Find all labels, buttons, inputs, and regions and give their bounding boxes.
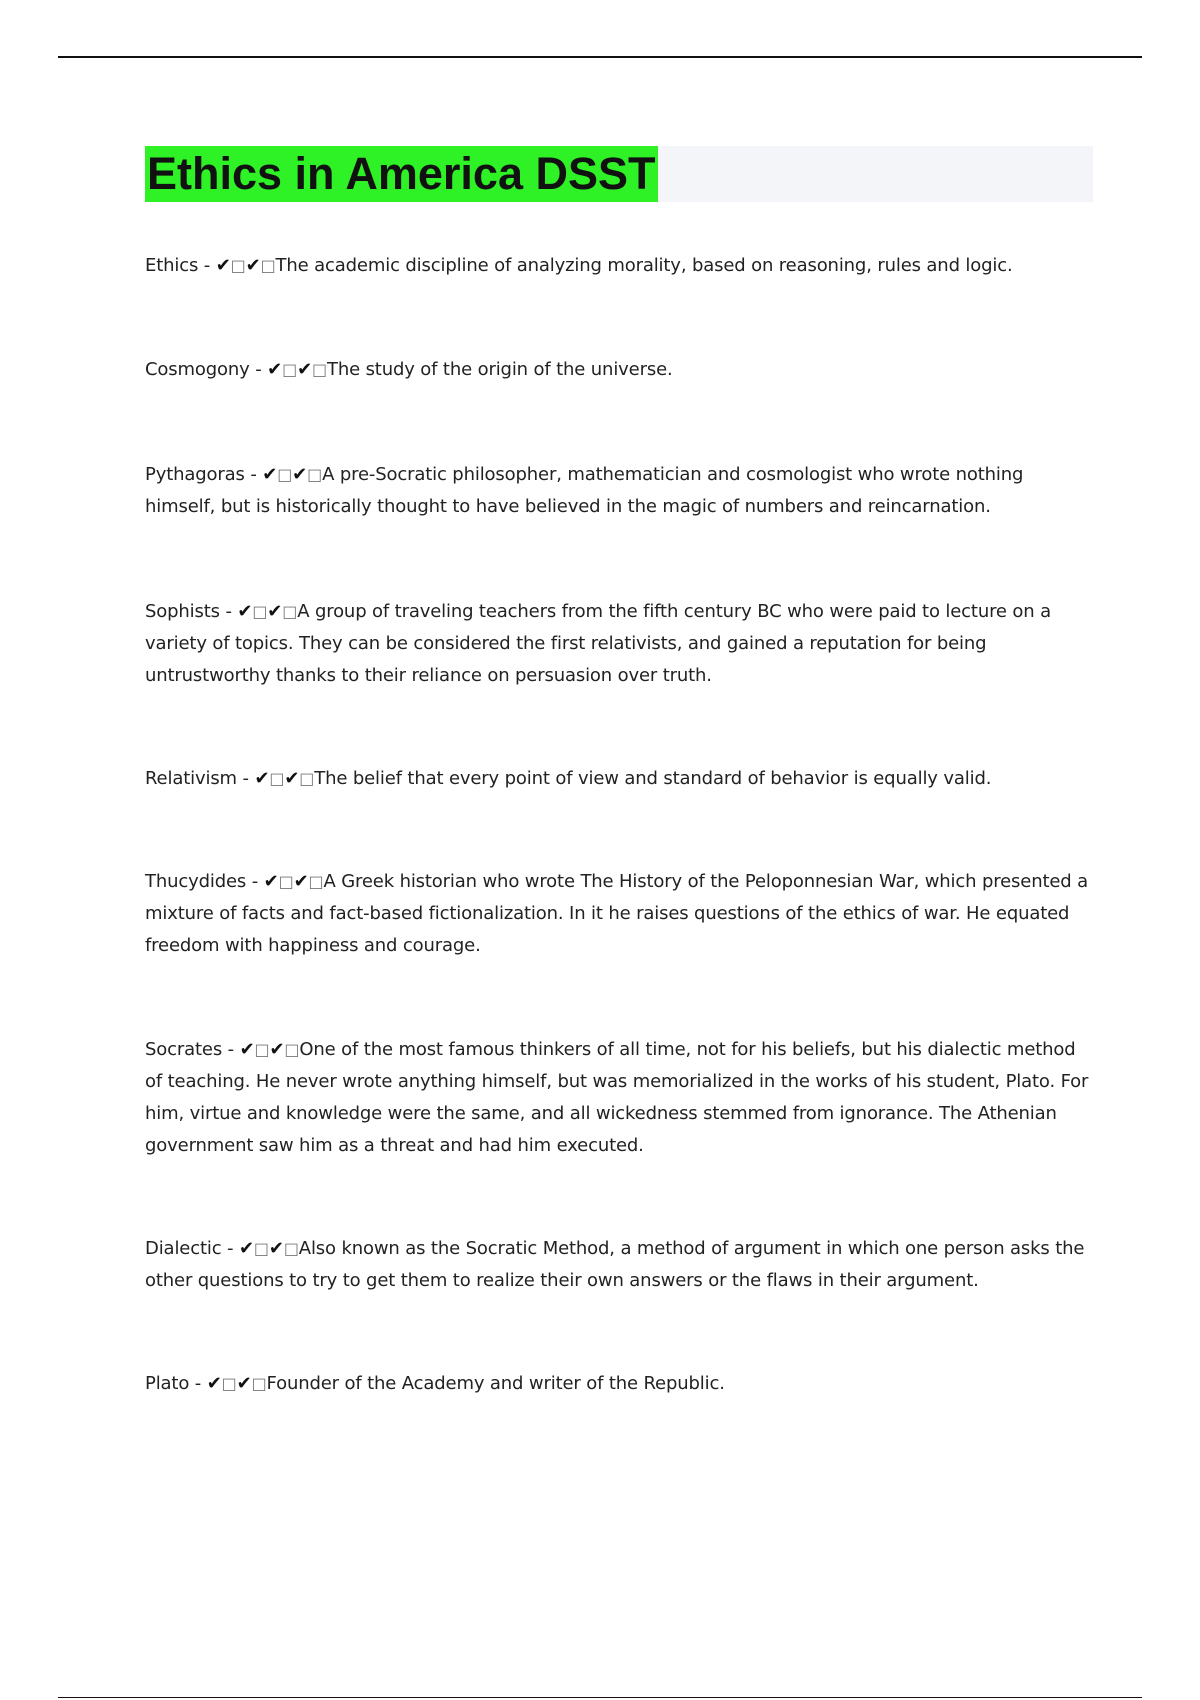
check-icon: ✔ [254,768,270,789]
entry-definition: A pre-Socratic philosopher, mathematician and cosmologist who wrote nothing himself, but is historically thought to have believed in the magic of numbers and reincarnation. [145,464,1024,517]
check-icon: ✔ [267,601,283,622]
box-icon: □ [278,872,294,891]
box-icon: □ [277,465,293,484]
check-icon: ✔ [238,1238,254,1259]
separator: - [222,1039,240,1060]
check-icon: ✔ [245,255,261,276]
entry-term: Ethics [145,255,199,276]
box-icon: □ [282,360,298,379]
separator: - [236,768,255,789]
box-icon: □ [312,360,327,379]
check-icon: ✔ [237,601,253,622]
check-icon: ✔ [215,255,231,276]
box-icon: □ [221,1374,237,1393]
check-icon: ✔ [292,464,308,485]
entry-term: Pythagoras [145,464,245,485]
entry-term: Thucydides [145,871,247,892]
entry-term: Dialectic [145,1238,222,1259]
bottom-rule [58,1697,1142,1698]
entry-thucydides [145,866,1095,962]
box-icon: □ [254,1040,270,1059]
entry-definition: Also known as the Socratic Method, a method of argument in which one person asks the other questions to try to get them to realize their own answers or the flaws in their argument. [145,1238,1085,1291]
separator: - [198,255,216,276]
entry-sophists [145,596,1095,692]
check-icon: ✔ [284,768,300,789]
check-icon: ✔ [236,1373,252,1394]
separator: - [189,1373,207,1394]
box-icon: □ [230,256,246,275]
top-rule [58,56,1142,58]
box-icon: □ [282,602,298,621]
check-icon: ✔ [239,1039,255,1060]
separator: - [246,871,264,892]
entry-relativism [145,763,1095,795]
box-icon: □ [299,769,315,788]
entry-term: Socrates [145,1039,223,1060]
entry-definition: A group of traveling teachers from the fifth century BC who were paid to lecture on a variety of topics. They can be considered the first relativists, and gained a reputation for being untrustworthy thanks to their reliance on persuasion over truth. [145,601,1052,686]
check-icon: ✔ [293,871,309,892]
entry-pythagoras [145,459,1095,523]
box-icon: □ [283,1239,299,1258]
entry-term: Sophists [145,601,220,622]
box-icon: □ [260,256,276,275]
check-icon: ✔ [267,359,283,380]
separator: - [221,1238,239,1259]
entry-dialectic [145,1233,1095,1297]
entry-cosmogony [145,354,1095,386]
box-icon: □ [251,1374,267,1393]
entry-definition: The academic discipline of analyzing morality, based on reasoning, rules and logic. [275,255,1013,276]
check-icon: ✔ [263,871,279,892]
check-icon: ✔ [262,464,278,485]
entry-ethics [145,250,1095,282]
entry-socrates [145,1034,1095,1162]
box-icon: □ [252,602,268,621]
box-icon: □ [269,769,285,788]
check-icon: ✔ [269,1039,285,1060]
separator: - [249,359,268,380]
entry-definition: The study of the origin of the universe. [326,359,673,380]
entry-definition: One of the most famous thinkers of all time, not for his beliefs, but his dialectic method of teaching. He never wrote anything himself, but was memorialized in the works of his student, Plato. For him, virtue and knowledge were the same, and all wickedness stemmed from ignorance. The Athenian government saw him as a threat and had him executed. [145,1039,1089,1156]
separator: - [219,601,238,622]
box-icon: □ [253,1239,269,1258]
check-icon: ✔ [206,1373,222,1394]
entry-plato [145,1368,1095,1400]
entry-term: Relativism [145,768,237,789]
separator: - [244,464,263,485]
check-icon: ✔ [268,1238,284,1259]
page-title: Ethics in America DSST [145,146,658,202]
entry-definition: Founder of the Academy and writer of the Republic. [266,1373,725,1394]
entry-term: Cosmogony [145,359,250,380]
box-icon: □ [284,1040,300,1059]
box-icon: □ [307,465,323,484]
entry-definition: The belief that every point of view and standard of behavior is equally valid. [314,768,992,789]
box-icon: □ [308,872,324,891]
entry-term: Plato [145,1373,190,1394]
check-icon: ✔ [297,359,312,380]
entry-definition: A Greek historian who wrote The History of the Peloponnesian War, which presented a mixture of facts and fact-based fictionalization. In it he raises questions of the ethics of war. He equated freedom with happiness and courage. [145,871,1089,956]
